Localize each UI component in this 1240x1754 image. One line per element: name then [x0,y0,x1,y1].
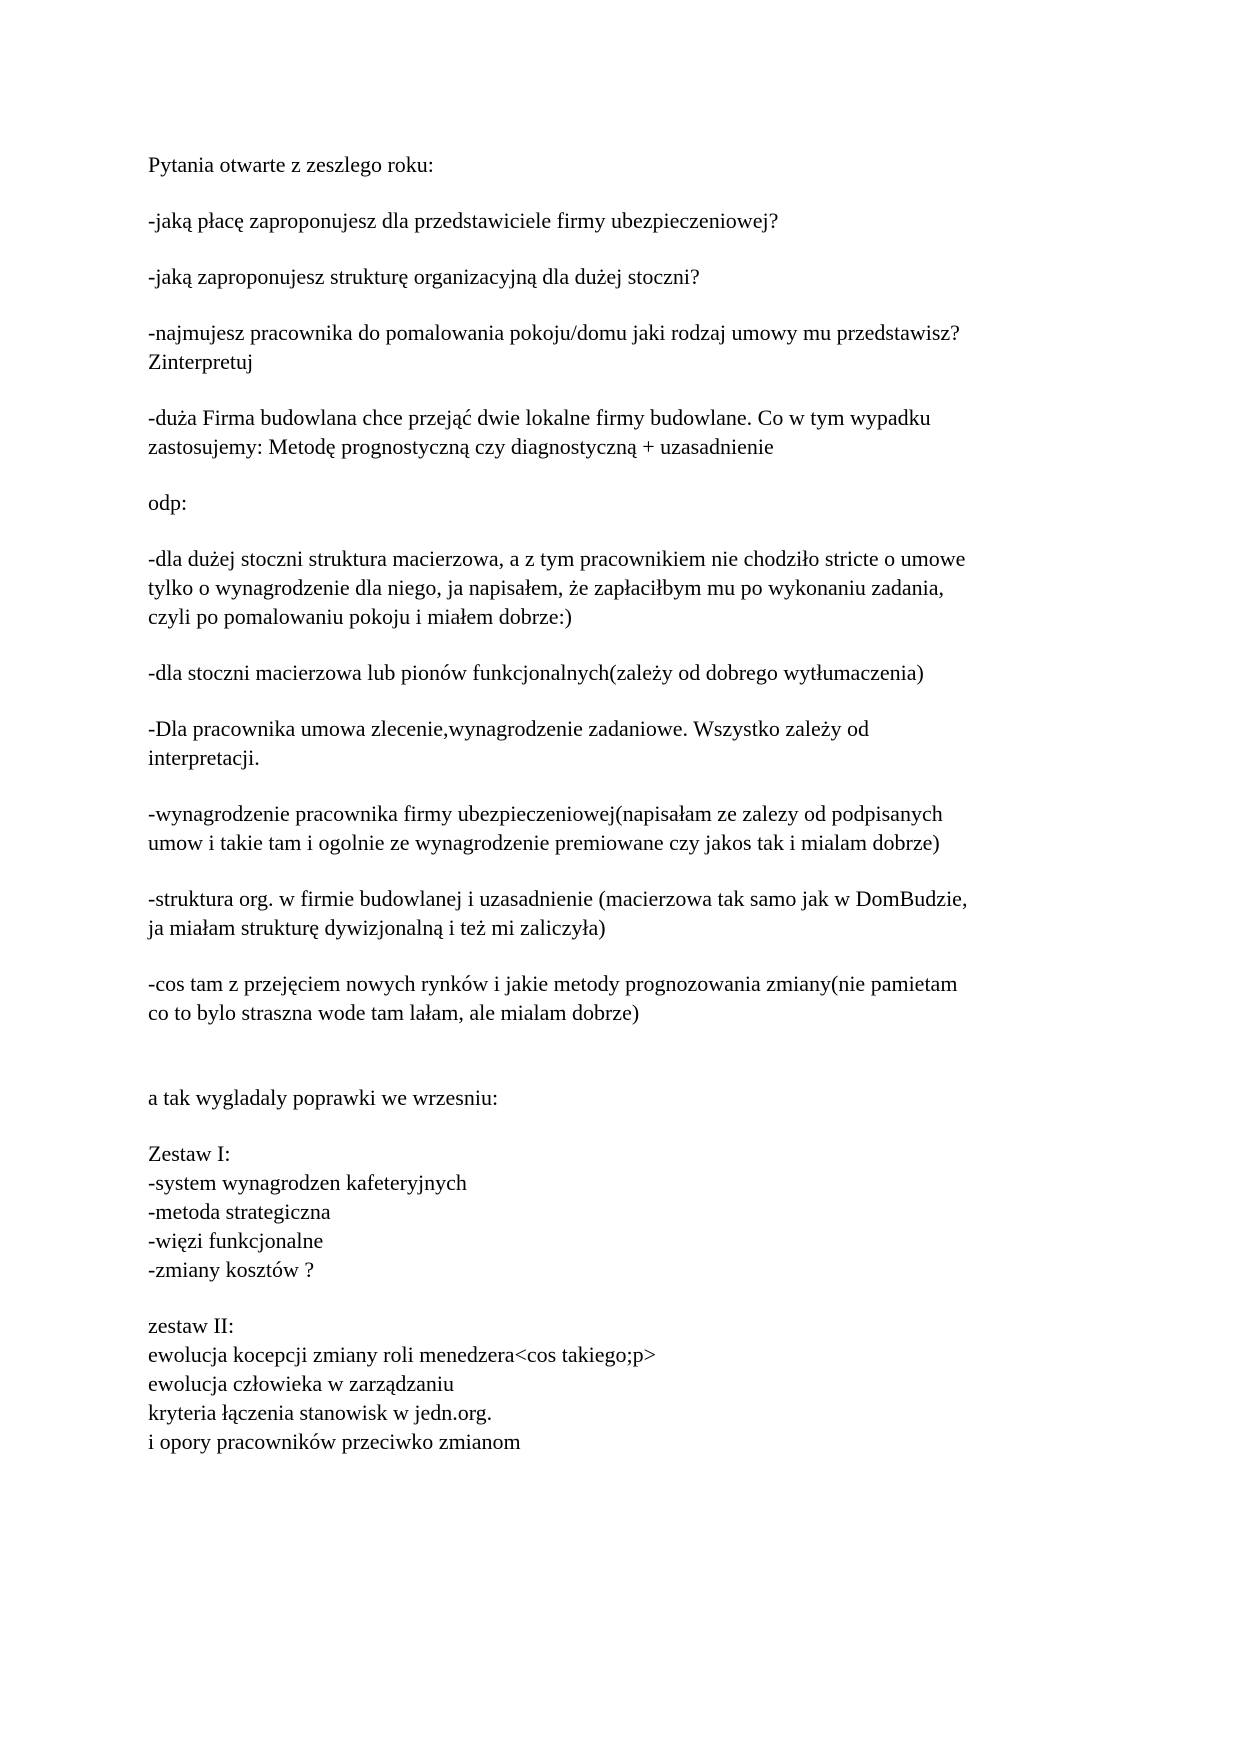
set-1-title: Zestaw I: [148,1141,231,1166]
set-1 [148,1139,1108,1284]
answer-4: -wynagrodzenie pracownika firmy ubezpieczeniowej(napisałam ze zalezy od podpisanych umow i takie tam i ogolnie ze wynagrodzenie premiowane czy jakos tak i mialam dobrze) [148,801,943,855]
retake-intro: a tak wygladaly poprawki we wrzesniu: [148,1085,499,1110]
answer-2: -dla stoczni macierzowa lub pionów funkcjonalnych(zależy od dobrego wytłumaczenia) [148,660,924,685]
answer-1: -dla dużej stoczni struktura macierzowa, a z tym pracownikiem nie chodziło stricte o umowe tylko o wynagrodzenie dla niego, ja napisałem, że zapłaciłbym mu po wykonaniu zadania, czyli po pomalowaniu pokoju i miałem dobrze:) [148,546,966,629]
answer-5: -struktura org. w firmie budowlanej i uzasadnienie (macierzowa tak samo jak w DomBudzie, ja miałam strukturę dywizjonalną i też mi zaliczyła) [148,886,968,940]
question-3: -najmujesz pracownika do pomalowania pokoju/domu jaki rodzaj umowy mu przedstawisz? Zinterpretuj [148,320,960,374]
document-body [148,150,1108,1483]
question-2: -jaką zaproponujesz strukturę organizacyjną dla dużej stoczni? [148,264,700,289]
answers-label: odp: [148,490,188,515]
list-item: -więzi funkcjonalne [148,1228,324,1253]
blank-spacer [148,1054,1108,1083]
set-2 [148,1311,1108,1456]
set-2-title: zestaw II: [148,1313,235,1338]
question-4: -duża Firma budowlana chce przejąć dwie lokalne firmy budowlane. Co w tym wypadku zastosujemy: Metodę prognostyczną czy diagnostyczną + uzasadnienie [148,405,931,459]
list-item: -zmiany kosztów ? [148,1257,315,1282]
heading-line: Pytania otwarte z zeszlego roku: [148,152,434,177]
list-item: i opory pracowników przeciwko zmianom [148,1429,521,1454]
question-1: -jaką płacę zaproponujesz dla przedstawiciele firmy ubezpieczeniowej? [148,208,779,233]
list-item: -system wynagrodzen kafeteryjnych [148,1170,467,1195]
answer-6: -cos tam z przejęciem nowych rynków i jakie metody prognozowania zmiany(nie pamietam co to bylo straszna wode tam lałam, ale mialam dobrze) [148,971,958,1025]
list-item: kryteria łączenia stanowisk w jedn.org. [148,1400,493,1425]
list-item: ewolucja kocepcji zmiany roli menedzera<cos takiego;p> [148,1342,656,1367]
list-item: -metoda strategiczna [148,1199,331,1224]
answer-3: -Dla pracownika umowa zlecenie,wynagrodzenie zadaniowe. Wszystko zależy od interpretacji. [148,716,870,770]
list-item: ewolucja człowieka w zarządzaniu [148,1371,454,1396]
